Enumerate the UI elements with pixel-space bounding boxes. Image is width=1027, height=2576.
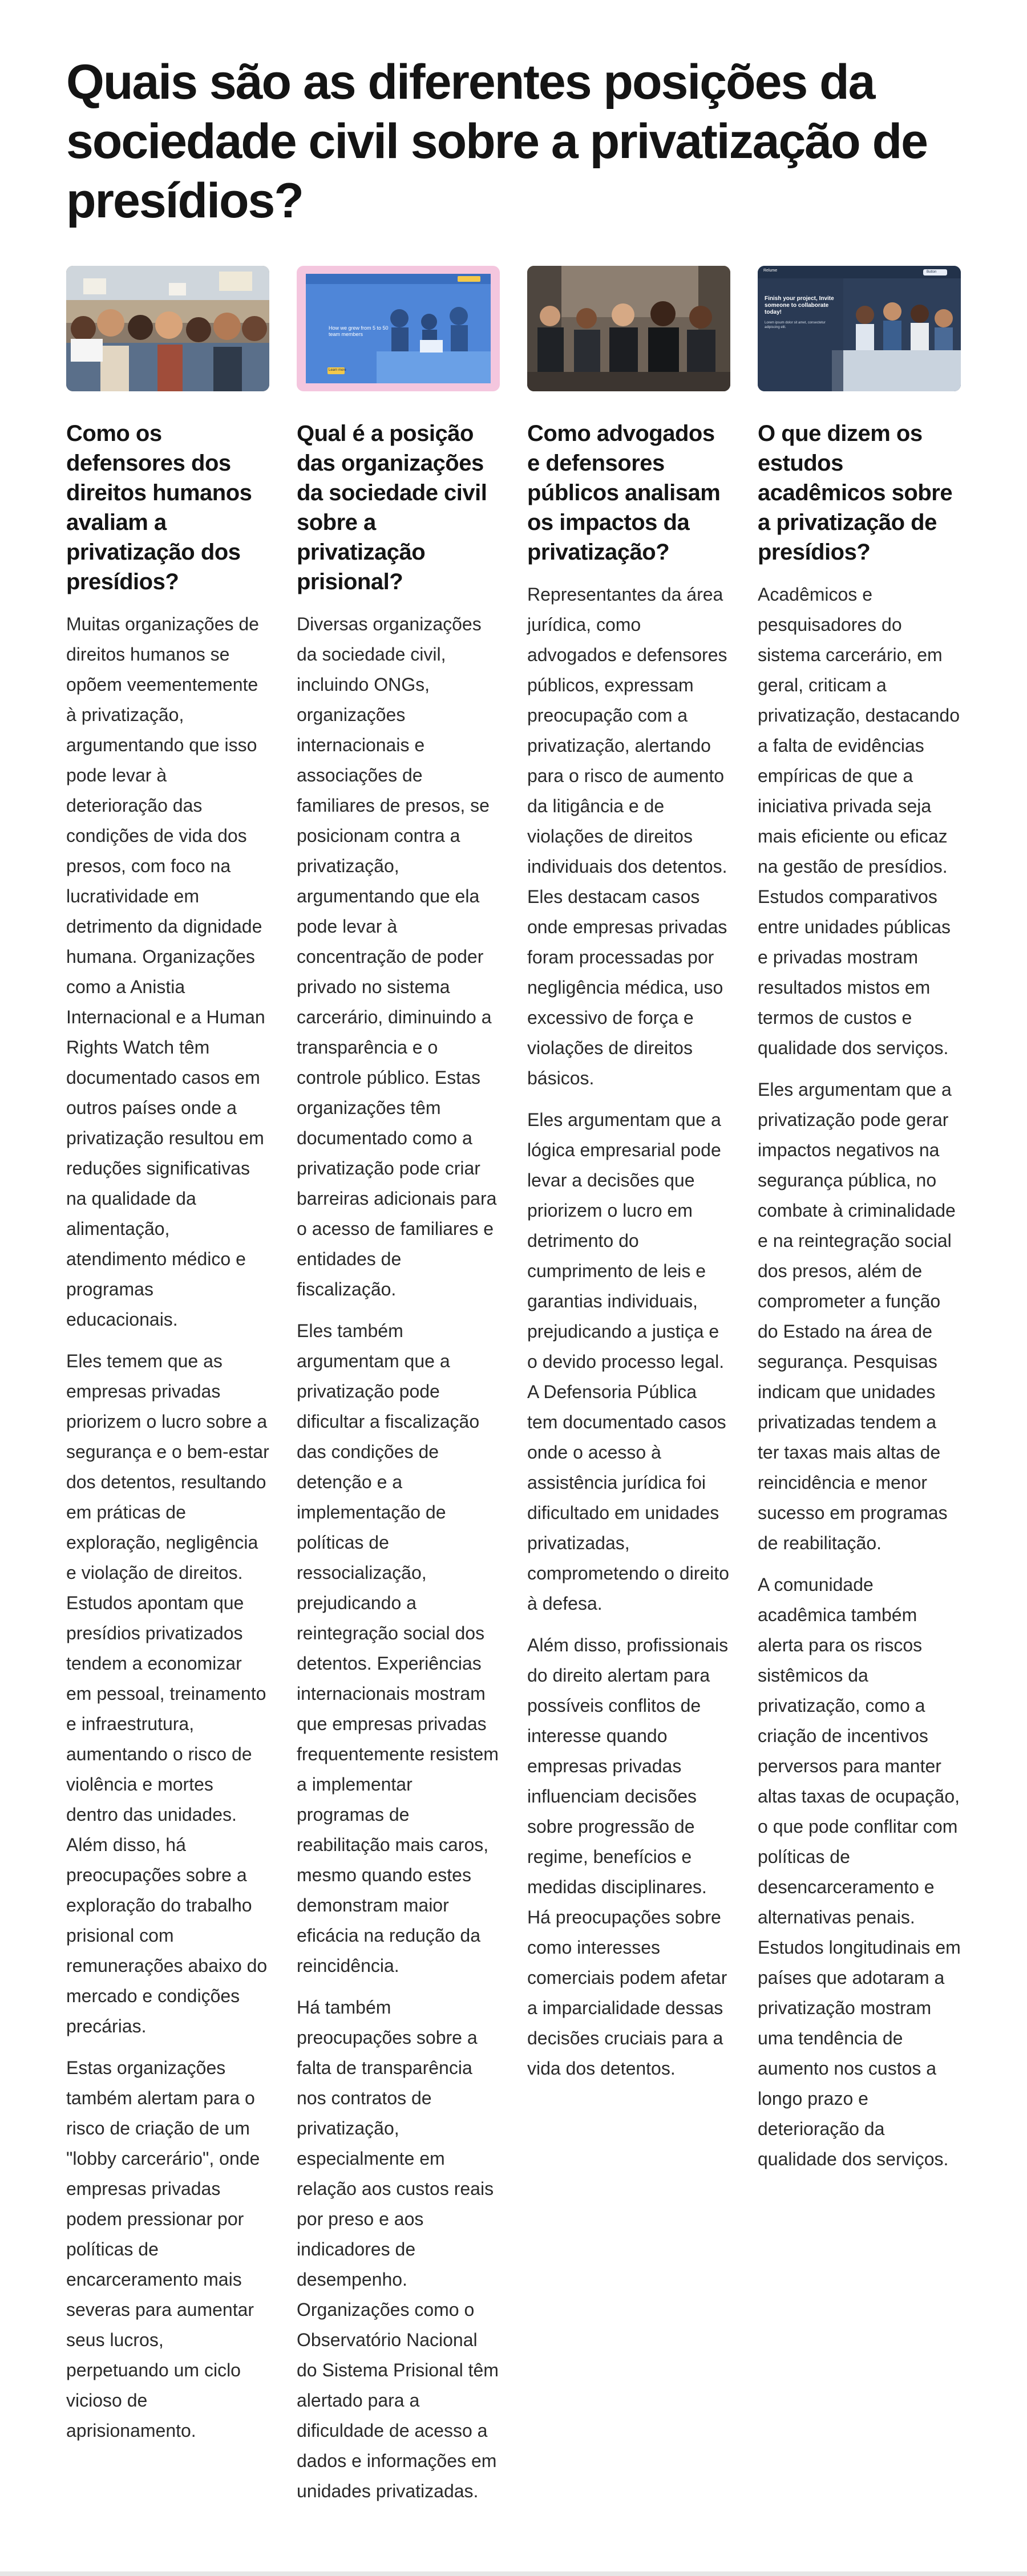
column-heading: Qual é a posição das organizações da sociedade civil sobre a privatização prisional? (297, 421, 487, 594)
column-human-rights (66, 266, 269, 2446)
column-heading: Como advogados e defensores públicos analisam os impactos da privatização? (527, 421, 721, 565)
lawyers-meeting-photo (527, 266, 730, 391)
paragraph: Há também preocupações sobre a falta de transparência nos contratos de privatização, especialmente em relação aos custos reais por preso e aos indicadores de desempenho. Organizações como o Observatório Nacional do Sistema Prisional têm alertado para a dificuldade de acesso a dados e informações em unidades privatizadas. (297, 1997, 499, 2501)
bottom-divider (0, 2571, 1027, 2576)
article (66, 52, 962, 2501)
paragraph: Eles argumentam que a privatização pode gerar impactos negativos na segurança pública, no combate à criminalidade e na reintegração social dos presos, além de comprometer a função do Estado na área de segurança. Pesquisas indicam que unidades privatizadas tendem a ter taxas mais altas de reincidência e menor sucesso em programas de reabilitação. (758, 1079, 956, 1553)
column-academic (758, 266, 961, 2174)
protest-crowd-photo (66, 266, 269, 391)
thumb-headline: Finish your project, Invite someone to collaborate today! (765, 295, 834, 315)
column-civil-society (297, 266, 500, 2506)
paragraph: A comunidade acadêmica também alerta para os riscos sistêmicos da privatização, como a criação de incentivos perversos para manter altas taxas de ocupação, o que pode conflitar com políticas de desencarceramento e alternativas penais. Estudos longitudinais em países que adotaram a privatização mostram uma tendência de aumento nos custos a longo prazo e deterioração da qualidade dos serviços. (758, 1574, 961, 2169)
paragraph: Eles temem que as empresas privadas priorizem o lucro sobre a segurança e o bem-estar dos detentos, resultando em práticas de exploração, negligência e violação de direitos. Estudos apontam que presídios privatizados tendem a economizar em pessoal, treinamento e infraestrutura, aumentando o risco de violência e mortes dentro das unidades. Além disso, há preocupações sobre a exploração do trabalho prisional com remunerações abaixo do mercado e condições precárias. (66, 1351, 269, 2036)
column-heading: O que dizem os estudos acadêmicos sobre a privatização de presídios? (758, 421, 953, 565)
paragraph: Representantes da área jurídica, como advogados e defensores públicos, expressam preocupação com a privatização, alertando para o risco de aumento da litigância e de violações de direitos individuais dos detentos. Eles destacam casos onde empresas privadas foram processadas por negligência médica, uso excessivo de força e violações de direitos básicos. (527, 584, 727, 1088)
paragraph: Além disso, profissionais do direito alertam para possíveis conflitos de interesse quando empresas privadas influenciam decisões sobre progressão de regime, benefícios e medidas disciplinares. Há preocupações sobre como interesses comerciais podem afetar a imparcialidade dessas decisões cruciais para a vida dos detentos. (527, 1635, 729, 2079)
paragraph: Acadêmicos e pesquisadores do sistema carcerário, em geral, criticam a privatização, destacando a falta de evidências empíricas de que a iniciativa privada seja mais eficiente ou eficaz na gestão de presídios. Estudos comparativos entre unidades públicas e privadas mostram resultados mistos em termos de custos e qualidade dos serviços. (758, 584, 960, 1058)
paragraph: Estas organizações também alertam para o risco de criação de um "lobby carcerário", onde empresas privadas podem pressionar por políticas de encarceramento mais severas para aumentar seus lucros, perpetuando um ciclo vicioso de aprisionamento. (66, 2057, 260, 2441)
thumb-nav-button: Button (927, 270, 937, 274)
thumb-button-label: Learn more (329, 368, 346, 372)
paragraph: Muitas organizações de direitos humanos se opõem veementemente à privatização, argumentando que isso pode levar à deterioração das condições de vida dos presos, com foco na lucratividade em detrimento da dignidade humana. Organizações como a Anistia Internacional e a Human Rights Watch têm documentado casos em outros países onde a privatização resultou em reduções significativas na qualidade da alimentação, atendimento médico e programas educacionais. (66, 614, 265, 1330)
thumb-headline: How we grew from 5 to 50 team members (329, 325, 389, 337)
paragraph: Eles também argumentam que a privatização pode dificultar a fiscalização das condições de detenção e a implementação de políticas de ressocialização, prejudicando a reintegração social dos detentos. Experiências internacionais mostram que empresas privadas frequentemente resistem a implementar programas de reabilitação mais caros, mesmo quando estes demonstram maior eficácia na redução da reincidência. (297, 1321, 499, 1976)
column-lawyers (527, 266, 730, 2084)
thumb-body: Lorem ipsum dolor sit amet, consectetur adipiscing elit. (765, 321, 826, 329)
thumb-brand: Relume (763, 269, 778, 273)
paragraph: Diversas organizações da sociedade civil, incluindo ONGs, organizações internacionais e associações de familiares de presos, se posicionam contra a privatização, argumentando que ela pode levar à concentração de poder privado no sistema carcerário, diminuindo a transparência e o controle público. Estas organizações têm documentado como a privatização pode criar barreiras adicionais para o acesso de familiares e entidades de fiscalização. (297, 614, 497, 1299)
page-title: Quais são as diferentes posições da sociedade civil sobre a privatização de presídios? (66, 55, 927, 228)
column-heading: Como os defensores dos direitos humanos avaliam a privatização dos presídios? (66, 421, 252, 594)
paragraph: Eles argumentam que a lógica empresarial pode levar a decisões que priorizem o lucro em detrimento do cumprimento de leis e garantias individuais, prejudicando a justiça e o devido processo legal. A Defensoria Pública tem documentado casos onde o acesso à assistência jurídica foi dificultado em unidades privatizadas, comprometendo o direito à defesa. (527, 1109, 729, 1614)
ngo-meeting-illustration (297, 266, 500, 391)
academic-project-screenshot (758, 266, 961, 391)
